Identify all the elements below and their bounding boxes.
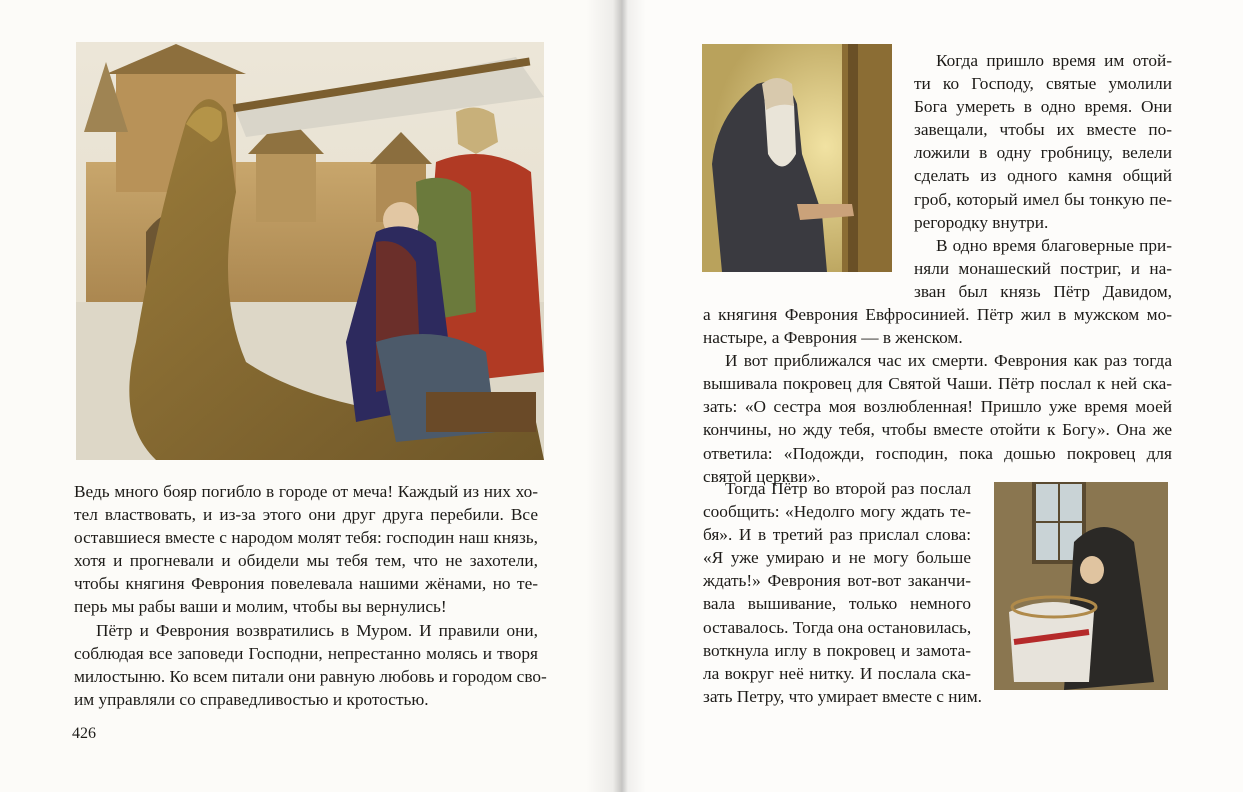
paragraph-embroidery <box>703 477 982 708</box>
text-line: ложили в одну гробницу, велели <box>914 143 1172 163</box>
ship-scene-image <box>76 42 544 460</box>
text-line: Бога умереть в одно время. Они <box>914 97 1172 117</box>
text-line: милостыню. Ко всем питали они равную любовь и городом сво- <box>74 666 547 686</box>
text-line: кончины, но жду тебя, чтобы вместе отойти к Богу». Она же <box>703 420 1172 440</box>
text-line: Пётр и Феврония возвратились в Муром. И правили они, <box>96 620 538 640</box>
text-line: зать: «О сестра моя возлюбленная! Пришло уже время моей <box>703 397 1172 417</box>
right-text-block-tonsure <box>914 234 1172 303</box>
text-line: чтобы княгиня Феврония повелевала нашими жёнами, но те- <box>74 574 538 594</box>
illustration-old-monk-at-door <box>702 44 892 272</box>
text-line: зван был князь Пётр Давидом, <box>914 282 1172 302</box>
text-line: няли монашеский постриг, и на- <box>914 259 1172 279</box>
paragraph-tonsure-cont <box>703 303 1172 349</box>
text-line: перь мы рабы ваши и молим, чтобы вы вернулись! <box>74 597 447 617</box>
text-line: И вот приближался час их смерти. Феврония как раз тогда <box>725 351 1172 371</box>
text-line: ответила: «Подожди, господин, пока дошью покровец для <box>703 443 1172 463</box>
illustration-ship-prince-princess <box>76 42 544 460</box>
text-line: воткнула иглу в покровец и замота- <box>703 640 971 660</box>
paragraph-burial <box>914 49 1172 234</box>
text-line: Ведь много бояр погибло в городе от меча! Каждый из них хо- <box>74 482 538 501</box>
text-line: ждать!» Феврония вот-вот заканчи- <box>703 571 971 591</box>
left-text-body <box>74 480 547 711</box>
text-line: регородку внутри. <box>914 212 1049 232</box>
text-line: Тогда Пётр во второй раз послал <box>725 479 971 498</box>
text-line: зать Петру, что умирает вместе с ним. <box>703 686 982 706</box>
paragraph-tonsure <box>914 234 1172 303</box>
paragraph-return-to-murom <box>74 619 547 711</box>
text-line: ти ко Господу, святые умолили <box>914 74 1172 94</box>
text-line: оставшиеся вместе с народом молят тебя: господин наш князь, <box>74 528 538 548</box>
text-line: ла вокруг неё нитку. И послала ска- <box>703 663 971 683</box>
text-line: святой церкви». <box>703 466 821 486</box>
text-line: сообщить: «Недолго могу ждать те- <box>703 502 971 522</box>
text-line: настыре, а Феврония — в женском. <box>703 328 963 348</box>
text-line: тел властвовать, и из-за этого они друг друга перебили. Все <box>74 505 538 525</box>
monk-image <box>702 44 892 272</box>
text-line: сделать из одного камня общий <box>914 166 1172 186</box>
right-text-block-burial <box>914 49 1172 234</box>
right-text-block-main <box>703 303 1172 488</box>
text-line: соблюдая все заповеди Господни, непрестанно молясь и творя <box>74 643 538 663</box>
page-number: 426 <box>72 725 96 742</box>
text-line: «Я уже умираю и не могу больше <box>703 548 971 568</box>
paragraph-boyars <box>74 480 538 619</box>
text-line: а княгиня Феврония Евфросинией. Пётр жил в мужском мо- <box>703 305 1172 324</box>
text-line: вала вышивание, только немного <box>703 594 971 614</box>
text-line: им управляли со справедливостью и кротостью. <box>74 689 429 709</box>
text-line: Когда пришло время им отой- <box>936 51 1172 70</box>
nun-image <box>994 482 1168 690</box>
text-line: гроб, который имел бы тонкую пе- <box>914 189 1172 209</box>
text-line: оставалось. Тогда она остановилась, <box>703 617 972 637</box>
text-line: бя». И в третий раз прислал слова: <box>703 525 971 545</box>
text-line: завещали, чтобы их вместе по- <box>914 120 1172 140</box>
paragraph-hour-of-death <box>703 349 1172 488</box>
right-text-block-embroidery <box>703 477 982 708</box>
text-line: вышивала покровец для Святой Чаши. Пётр послал к ней ска- <box>703 374 1172 394</box>
illustration-nun-embroidering <box>994 482 1168 690</box>
text-line: В одно время благоверные при- <box>936 236 1172 255</box>
text-line: хотя и прогневали и обидели мы тебя тем, что не захотели, <box>74 551 538 571</box>
